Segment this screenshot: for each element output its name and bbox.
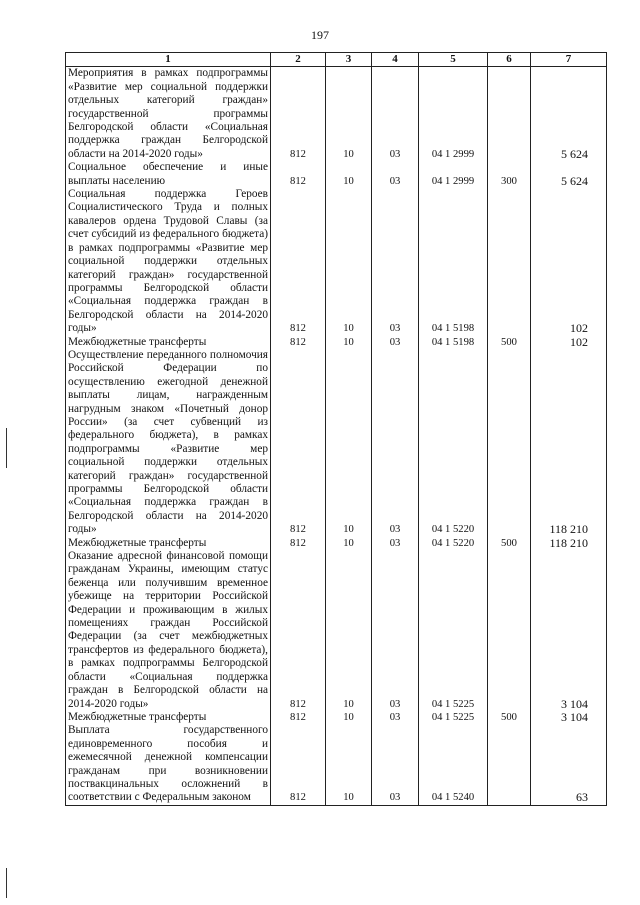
amount: 5 624 [531, 67, 607, 161]
row-description: Осуществление переданного полномочия Российской Федерации по осуществлению ежегодной денежной выплаты лицам, награжденным нагрудным знаком «Почетный донор России» (за счет субвенций из федерального бюджета), в рамках подпрограммы «Развитие мер социальной поддержки отдельных категорий граждан» государственной программы Белгородской области «Социальная поддержка граждан в Белгородской области на 2014-2020 годы» [66, 349, 271, 537]
expense-type-code [488, 724, 531, 805]
row-description: Межбюджетные трансферты [66, 537, 271, 550]
section-code: 10 [326, 349, 372, 537]
target-article-code: 04 1 5220 [419, 537, 488, 550]
subsection-code: 03 [372, 349, 419, 537]
column-header: 3 [326, 53, 372, 67]
ministry-code: 812 [271, 188, 326, 335]
target-article-code: 04 1 5198 [419, 336, 488, 349]
table-header-row [66, 53, 607, 67]
target-article-code: 04 1 5225 [419, 711, 488, 724]
section-code: 10 [326, 336, 372, 349]
expense-type-code [488, 550, 531, 711]
ministry-code: 812 [271, 336, 326, 349]
section-code: 10 [326, 537, 372, 550]
column-header: 2 [271, 53, 326, 67]
expense-type-code [488, 349, 531, 537]
ministry-code: 812 [271, 550, 326, 711]
page-number: 197 [311, 28, 329, 42]
section-code: 10 [326, 724, 372, 805]
row-description: Межбюджетные трансферты [66, 336, 271, 349]
table-row [66, 349, 607, 537]
table-row [66, 161, 607, 188]
table-row [66, 336, 607, 349]
amount: 102 [531, 336, 607, 349]
table-row [66, 711, 607, 724]
subsection-code: 03 [372, 550, 419, 711]
column-header: 4 [372, 53, 419, 67]
ministry-code: 812 [271, 711, 326, 724]
ministry-code: 812 [271, 349, 326, 537]
amount: 3 104 [531, 711, 607, 724]
target-article-code: 04 1 5198 [419, 188, 488, 335]
table-row [66, 188, 607, 335]
table-row [66, 550, 607, 711]
expense-type-code: 500 [488, 537, 531, 550]
section-code: 10 [326, 550, 372, 711]
amount: 118 210 [531, 537, 607, 550]
target-article-code: 04 1 2999 [419, 67, 488, 161]
column-header: 7 [531, 53, 607, 67]
target-article-code: 04 1 5240 [419, 724, 488, 805]
expense-type-code [488, 67, 531, 161]
section-code: 10 [326, 711, 372, 724]
table-row [66, 537, 607, 550]
amount: 3 104 [531, 550, 607, 711]
amount: 63 [531, 724, 607, 805]
target-article-code: 04 1 2999 [419, 161, 488, 188]
column-header: 5 [419, 53, 488, 67]
budget-table [65, 52, 607, 806]
ministry-code: 812 [271, 724, 326, 805]
amount: 102 [531, 188, 607, 335]
subsection-code: 03 [372, 724, 419, 805]
scan-edge-mark [6, 868, 7, 898]
row-description: Социальное обеспечение и иные выплаты населению [66, 161, 271, 188]
section-code: 10 [326, 161, 372, 188]
subsection-code: 03 [372, 537, 419, 550]
expense-type-code [488, 188, 531, 335]
row-description: Социальная поддержка Героев Социалистического Труда и полных кавалеров ордена Трудовой Славы (за счет субсидий из федерального бюджета) в рамках подпрограммы «Развитие мер социальной поддержки отдельных категорий граждан» государственной программы Белгородской области «Социальная поддержка граждан в Белгородской области на 2014-2020 годы» [66, 188, 271, 335]
subsection-code: 03 [372, 188, 419, 335]
ministry-code: 812 [271, 537, 326, 550]
scan-edge-mark [6, 428, 7, 468]
target-article-code: 04 1 5225 [419, 550, 488, 711]
subsection-code: 03 [372, 161, 419, 188]
table-row [66, 724, 607, 805]
amount: 5 624 [531, 161, 607, 188]
column-header: 1 [66, 53, 271, 67]
row-description: Оказание адресной финансовой помощи гражданам Украины, имеющим статус беженца или получившим временное убежище на территории Российской Федерации и проживающим в жилых помещениях граждан Российской Федерации (за счет межбюджетных трансфертов из федерального бюджета), в рамках подпрограммы Белгородской области «Социальная поддержка граждан в Белгородской области на 2014-2020 годы» [66, 550, 271, 711]
row-description: Мероприятия в рамках подпрограммы «Развитие мер социальной поддержки отдельных категорий граждан» государственной программы Белгородской области «Социальная поддержка граждан Белгородской области на 2014-2020 годы» [66, 67, 271, 161]
row-description: Выплата государственного единовременного пособия и ежемесячной денежной компенсации гражданам при возникновении поствакцинальных осложнений в соответствии с Федеральным законом [66, 724, 271, 805]
ministry-code: 812 [271, 161, 326, 188]
target-article-code: 04 1 5220 [419, 349, 488, 537]
subsection-code: 03 [372, 336, 419, 349]
subsection-code: 03 [372, 67, 419, 161]
ministry-code: 812 [271, 67, 326, 161]
row-description: Межбюджетные трансферты [66, 711, 271, 724]
section-code: 10 [326, 67, 372, 161]
subsection-code: 03 [372, 711, 419, 724]
section-code: 10 [326, 188, 372, 335]
amount: 118 210 [531, 349, 607, 537]
expense-type-code: 300 [488, 161, 531, 188]
table-row [66, 67, 607, 161]
expense-type-code: 500 [488, 336, 531, 349]
expense-type-code: 500 [488, 711, 531, 724]
column-header: 6 [488, 53, 531, 67]
